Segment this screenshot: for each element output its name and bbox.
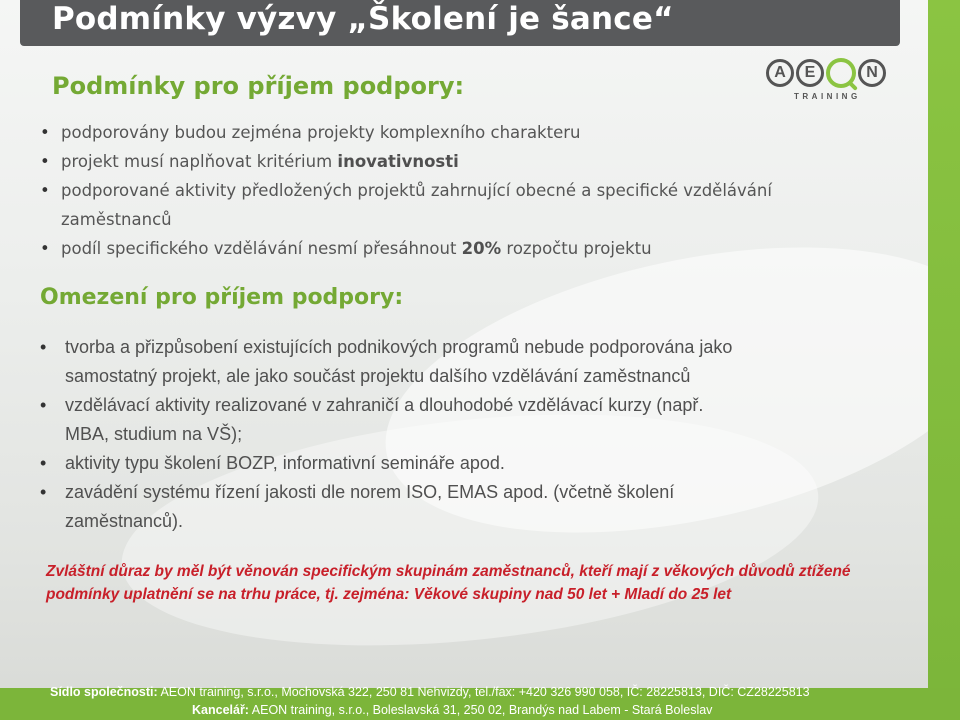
list-item <box>40 176 910 234</box>
list-item-text: podporované aktivity předložených projektů zahrnující obecné a specifické vzdělávání <box>61 181 772 200</box>
list-item-emphasis: inovativnosti <box>337 152 459 171</box>
list-item <box>40 147 910 176</box>
list-item-text: tvorba a přizpůsobení existujících podnikových programů nebude podporována jako <box>65 337 733 357</box>
aeon-logo <box>766 58 890 116</box>
emphasis-note <box>46 560 906 606</box>
list-item <box>40 333 910 391</box>
list-item-continuation: zaměstnanců <box>61 210 172 229</box>
restrictions-list <box>40 333 910 536</box>
footer-headquarters <box>50 685 810 699</box>
right-accent-strip <box>928 0 960 688</box>
logo-mark <box>766 58 890 88</box>
list-item-text: podíl specifického vzdělávání nesmí přesáhnout <box>61 239 462 258</box>
slide-title: Podmínky výzvy „Školení je šance“ <box>52 1 674 37</box>
list-item-text: vzdělávací aktivity realizované v zahraničí a dlouhodobé vzdělávací kurzy (např. <box>65 395 704 415</box>
logo-letter-a: A <box>766 59 794 87</box>
logo-letter-e: E <box>796 59 824 87</box>
section-heading-conditions: Podmínky pro příjem podpory: <box>52 72 465 100</box>
footer-value: AEON training, s.r.o., Mochovská 322, 250 81 Nehvizdy, tel./fax: +420 326 990 058, IČ: 28225813, DIČ: CZ28225813 <box>157 685 810 699</box>
list-item-continuation: samostatný projekt, ale jako součást projektu dalšího vzdělávání zaměstnanců <box>65 366 691 386</box>
list-item-emphasis: 20% <box>461 239 502 258</box>
footer-value: AEON training, s.r.o., Boleslavská 31, 250 02, Brandýs nad Labem - Stará Boleslav <box>248 703 713 717</box>
footer-label: Kancelář: <box>192 703 249 717</box>
list-item-text: projekt musí naplňovat kritérium <box>61 152 338 171</box>
list-item-continuation: zaměstnanců). <box>65 511 184 531</box>
conditions-list <box>40 118 910 263</box>
footer-bar <box>0 685 960 720</box>
note-line: podmínky uplatnění se na trhu práce, tj. zejména: Věkové skupiny nad 50 let + Mladí do 25 let <box>46 586 732 603</box>
list-item-continuation: MBA, studium na VŠ); <box>65 424 243 444</box>
list-item <box>40 118 910 147</box>
footer-label: Sídlo společnosti: <box>50 685 158 699</box>
logo-letter-n: N <box>858 59 886 87</box>
list-item-text: rozpočtu projektu <box>501 239 652 258</box>
list-item-text: zavádění systému řízení jakosti dle norem ISO, EMAS apod. (včetně školení <box>65 482 675 502</box>
list-item <box>40 449 910 478</box>
list-item-text: aktivity typu školení BOZP, informativní semináře apod. <box>65 453 505 473</box>
logo-magnifier-icon <box>826 58 856 88</box>
list-item <box>40 391 910 449</box>
list-item <box>40 234 910 263</box>
list-item <box>40 478 910 536</box>
footer-office <box>192 703 712 717</box>
section-heading-restrictions: Omezení pro příjem podpory: <box>40 285 404 310</box>
list-item-text: podporovány budou zejména projekty komplexního charakteru <box>61 123 581 142</box>
logo-subtitle: TRAINING <box>794 92 861 101</box>
note-line: Zvláštní důraz by měl být věnován specifickým skupinám zaměstnanců, kteří mají z věkových důvodů ztížené <box>46 563 851 580</box>
